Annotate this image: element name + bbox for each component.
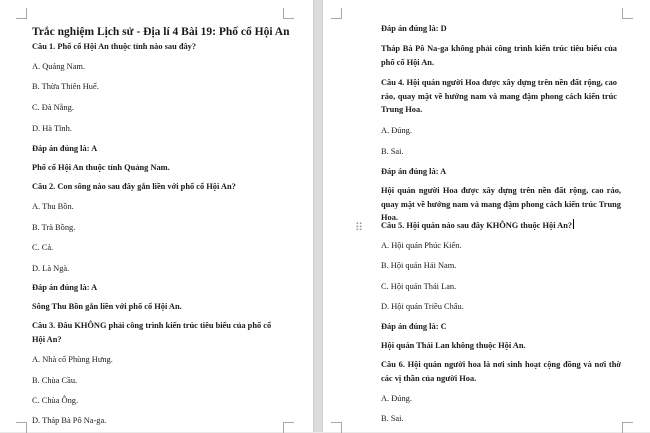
question-6-option-b[interactable]: B. Sai. (381, 414, 404, 423)
question-5[interactable] (381, 219, 574, 233)
question-2-explanation[interactable]: Sông Thu Bồn gắn liền với phố cổ Hội An. (32, 302, 182, 311)
question-3-option-c[interactable]: C. Chùa Ông. (32, 396, 79, 405)
page-gutter (313, 0, 323, 432)
crop-mark (622, 8, 633, 19)
question-6-option-a[interactable]: A. Đúng. (381, 394, 412, 403)
question-3-line-2[interactable]: Hội An? (32, 335, 62, 344)
question-5-answer[interactable]: Đáp án đúng là: C (381, 322, 447, 331)
question-1-option-c[interactable]: C. Đà Nẵng. (32, 103, 74, 112)
question-3-option-d[interactable]: D. Tháp Bà Pô Na-ga. (32, 416, 107, 425)
question-5-option-d[interactable]: D. Hội quán Triều Châu. (381, 302, 464, 311)
question-4-answer[interactable]: Đáp án đúng là: A (381, 167, 447, 176)
question-2-option-c[interactable]: C. Cả. (32, 243, 54, 252)
question-4-option-b[interactable]: B. Sai. (381, 147, 404, 156)
question-5-explanation[interactable]: Hội quán Thái Lan không thuộc Hội An. (381, 341, 526, 350)
question-4-explanation[interactable]: Hội quán người Hoa được xây dựng trên nền đất rộng, cao ráo, quay mặt về hướng nam và mang đậm phong cách kiến trúc Trung Hoa. (381, 186, 621, 222)
question-3-line-1[interactable]: Câu 3. Đâu KHÔNG phải công trình kiến trúc tiêu biểu của phố cổ (32, 321, 272, 330)
crop-mark (283, 422, 294, 433)
drag-handle-icon[interactable]: ⠿ (355, 221, 364, 234)
question-3-option-a[interactable]: A. Nhà cổ Phùng Hưng. (32, 355, 113, 364)
question-2-option-d[interactable]: D. Là Ngà. (32, 264, 70, 273)
question-3-answer[interactable]: Đáp án đúng là: D (381, 24, 447, 33)
question-2-answer[interactable]: Đáp án đúng là: A (32, 283, 98, 292)
crop-mark (331, 422, 342, 433)
question-4[interactable]: Câu 4. Hội quán người Hoa được xây dựng trên nền đất rộng, cao ráo, quay mặt về hướng nam và mang đậm phong cách kiến trúc Trung Hoa. (381, 78, 617, 114)
crop-mark (16, 8, 27, 19)
question-1-option-d[interactable]: D. Hà Tĩnh. (32, 124, 72, 133)
question-3-option-b[interactable]: B. Chùa Cầu. (32, 376, 78, 385)
question-6[interactable]: Câu 6. Hội quán người hoa là nơi sinh hoạt cộng đồng và nơi thờ các vị thần của người Hoa. (381, 360, 621, 383)
question-1[interactable]: Câu 1. Phố cổ Hội An thuộc tỉnh nào sau đây? (32, 42, 197, 51)
question-4-option-a[interactable]: A. Đúng. (381, 126, 412, 135)
question-1-option-b[interactable]: B. Thừa Thiên Huế. (32, 82, 99, 91)
question-5-text: Câu 5. Hội quán nào sau đây KHÔNG thuộc Hội An? (381, 221, 573, 230)
crop-mark (16, 422, 27, 433)
document-page-left (0, 0, 313, 432)
question-1-option-a[interactable]: A. Quảng Nam. (32, 62, 86, 71)
question-3-explanation[interactable]: Tháp Bà Pô Na-ga không phải công trình kiến trúc tiêu biểu của phố cổ Hội An. (381, 44, 617, 67)
question-2-option-a[interactable]: A. Thu Bồn. (32, 202, 74, 211)
crop-mark (622, 422, 633, 433)
question-5-option-a[interactable]: A. Hội quán Phúc Kiến. (381, 241, 462, 250)
question-1-explanation[interactable]: Phố cổ Hội An thuộc tỉnh Quảng Nam. (32, 163, 170, 172)
question-5-option-c[interactable]: C. Hội quán Thái Lan. (381, 282, 457, 291)
question-5-option-b[interactable]: B. Hội quán Hải Nam. (381, 261, 457, 270)
text-cursor (573, 219, 574, 229)
crop-mark (331, 8, 342, 19)
crop-mark (283, 8, 294, 19)
question-2[interactable]: Câu 2. Con sông nào sau đây gắn liền với phố cổ Hội An? (32, 182, 236, 191)
document-page-right (323, 0, 650, 432)
document-title[interactable]: Trắc nghiệm Lịch sử - Địa lí 4 Bài 19: Phố cổ Hội An (32, 26, 290, 38)
question-1-answer[interactable]: Đáp án đúng là: A (32, 144, 98, 153)
question-2-option-b[interactable]: B. Trà Bồng. (32, 223, 76, 232)
